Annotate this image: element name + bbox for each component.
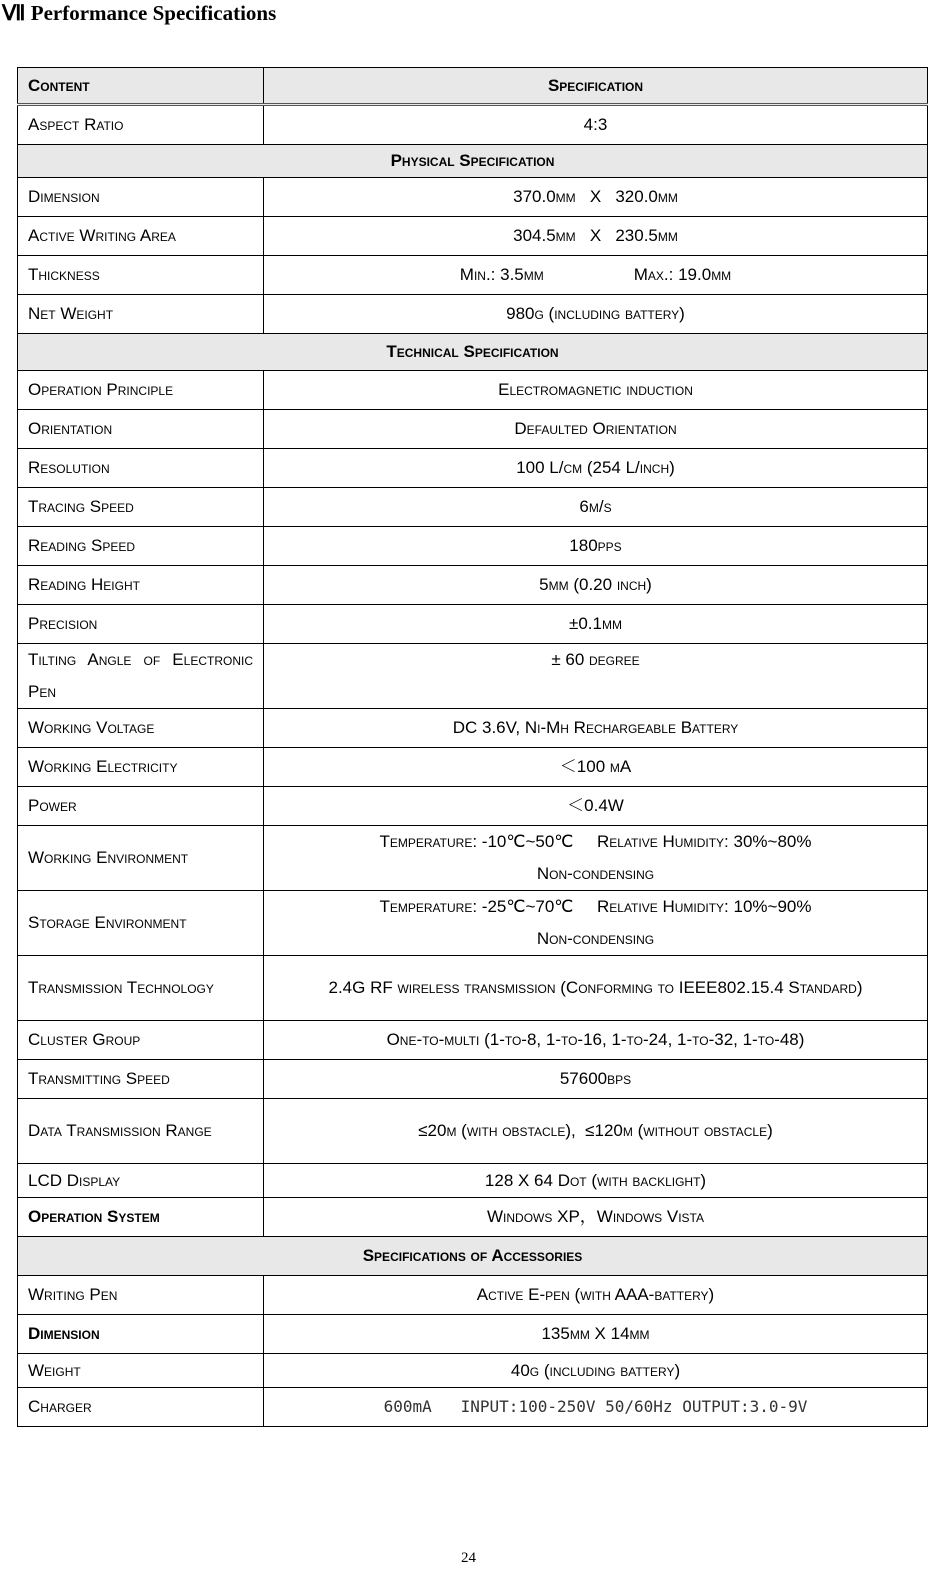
- table-row: [18, 371, 928, 410]
- table-row: [18, 748, 928, 787]
- table-row: [18, 105, 928, 145]
- row-value: 57600bps: [264, 1060, 928, 1099]
- row-label: Tilting Angle of Electronic Pen: [18, 644, 264, 709]
- row-value: 370.0mm X 320.0mm: [264, 178, 928, 217]
- row-label: Active Writing Area: [18, 217, 264, 256]
- table-row: [18, 644, 928, 709]
- row-label: Charger: [18, 1388, 264, 1427]
- row-value: Electromagnetic induction: [264, 371, 928, 410]
- table-row: [18, 410, 928, 449]
- column-header-content: Content: [18, 68, 264, 105]
- row-value: One-to-multi (1-to-8, 1-to-16, 1-to-24, 1-to-32, 1-to-48): [264, 1021, 928, 1060]
- row-label: Thickness: [18, 256, 264, 295]
- row-label: Dimension: [18, 178, 264, 217]
- row-value: ≤20m (with obstacle), ≤120m (without obstacle): [264, 1099, 928, 1164]
- table-row: [18, 709, 928, 748]
- row-label: Writing Pen: [18, 1276, 264, 1315]
- row-label: Dimension: [18, 1315, 264, 1354]
- table-row: [18, 826, 928, 891]
- row-value: 6m/s: [264, 488, 928, 527]
- row-value: 304.5mm X 230.5mm: [264, 217, 928, 256]
- row-value: [264, 256, 928, 295]
- section-title: Physical Specification: [18, 145, 928, 178]
- row-value: 100 L/cm (254 L/inch): [264, 449, 928, 488]
- table-row: [18, 1060, 928, 1099]
- row-label: Net Weight: [18, 295, 264, 334]
- row-value: 4:3: [264, 105, 928, 145]
- table-row: [18, 605, 928, 644]
- table-row: [18, 256, 928, 295]
- table-row: [18, 787, 928, 826]
- value-line: Temperature: -25℃~70℃ Relative Humidity: 10%~90%: [379, 897, 812, 916]
- section-title: Specifications of Accessories: [18, 1237, 928, 1276]
- table-row: [18, 217, 928, 256]
- row-value: 5mm (0.20 inch): [264, 566, 928, 605]
- row-label: Operation Principle: [18, 371, 264, 410]
- row-label: Working Electricity: [18, 748, 264, 787]
- row-value: 600mA INPUT:100-250V 50/60Hz OUTPUT:3.0-9V: [264, 1388, 928, 1427]
- section-row-technical: [18, 334, 928, 371]
- thickness-min: Min.: 3.5mm: [459, 265, 544, 284]
- row-value: ±0.1mm: [264, 605, 928, 644]
- row-label: Cluster Group: [18, 1021, 264, 1060]
- row-label: Weight: [18, 1354, 264, 1388]
- row-label: Tracing Speed: [18, 488, 264, 527]
- table-row: [18, 1099, 928, 1164]
- thickness-max: Max.: 19.0mm: [633, 265, 732, 284]
- table-row: [18, 449, 928, 488]
- row-value: 180pps: [264, 527, 928, 566]
- row-label: Data Transmission Range: [18, 1099, 264, 1164]
- row-value: ± 60 degree: [264, 644, 928, 709]
- row-value: ＜100 mA: [264, 748, 928, 787]
- row-value: ＜0.4W: [264, 787, 928, 826]
- table-row: [18, 295, 928, 334]
- table-header-row: [18, 68, 928, 105]
- table-row: [18, 891, 928, 956]
- row-value: [264, 826, 928, 891]
- section-title: Technical Specification: [18, 334, 928, 371]
- row-label: Aspect Ratio: [18, 105, 264, 145]
- row-label: Working Environment: [18, 826, 264, 891]
- row-value: Defaulted Orientation: [264, 410, 928, 449]
- row-value: Windows XP，Windows Vista: [264, 1198, 928, 1237]
- table-row: [18, 956, 928, 1021]
- row-label: Reading Height: [18, 566, 264, 605]
- row-label: Precision: [18, 605, 264, 644]
- column-header-specification: Specification: [264, 68, 928, 105]
- row-label: Storage Environment: [18, 891, 264, 956]
- table-row: [18, 1315, 928, 1354]
- table-row: [18, 1354, 928, 1388]
- row-value: 128 X 64 Dot (with backlight): [264, 1164, 928, 1198]
- row-label: LCD Display: [18, 1164, 264, 1198]
- table-row: [18, 178, 928, 217]
- table-row: [18, 488, 928, 527]
- table-row: [18, 1164, 928, 1198]
- row-value: DC 3.6V, Ni-Mh Rechargeable Battery: [264, 709, 928, 748]
- page-number: 24: [461, 1550, 476, 1566]
- value-line: Temperature: -10℃~50℃ Relative Humidity: 30%~80%: [379, 832, 812, 851]
- section-heading: Ⅶ Performance Specifications: [2, 1, 277, 25]
- row-label: Transmission Technology: [18, 956, 264, 1021]
- value-line: Non-condensing: [536, 864, 655, 883]
- row-label: Resolution: [18, 449, 264, 488]
- section-row-physical: [18, 145, 928, 178]
- row-label: Reading Speed: [18, 527, 264, 566]
- row-value: 40g (including battery): [264, 1354, 928, 1388]
- value-line: Non-condensing: [536, 929, 655, 948]
- table-row: [18, 1388, 928, 1427]
- row-label: Transmitting Speed: [18, 1060, 264, 1099]
- table-row: [18, 566, 928, 605]
- row-label: Power: [18, 787, 264, 826]
- row-value: Active E-pen (with AAA-battery): [264, 1276, 928, 1315]
- row-label: Orientation: [18, 410, 264, 449]
- table-row: [18, 527, 928, 566]
- row-value: 2.4G RF wireless transmission (Conforming to IEEE802.15.4 Standard): [264, 956, 928, 1021]
- table-row: [18, 1021, 928, 1060]
- section-row-accessories: [18, 1237, 928, 1276]
- row-value: 135mm X 14mm: [264, 1315, 928, 1354]
- row-value: [264, 891, 928, 956]
- row-label: Working Voltage: [18, 709, 264, 748]
- row-value: 980g (including battery): [264, 295, 928, 334]
- row-label: Operation System: [18, 1198, 264, 1237]
- performance-spec-table: [17, 67, 928, 1427]
- table-row: [18, 1198, 928, 1237]
- table-row: [18, 1276, 928, 1315]
